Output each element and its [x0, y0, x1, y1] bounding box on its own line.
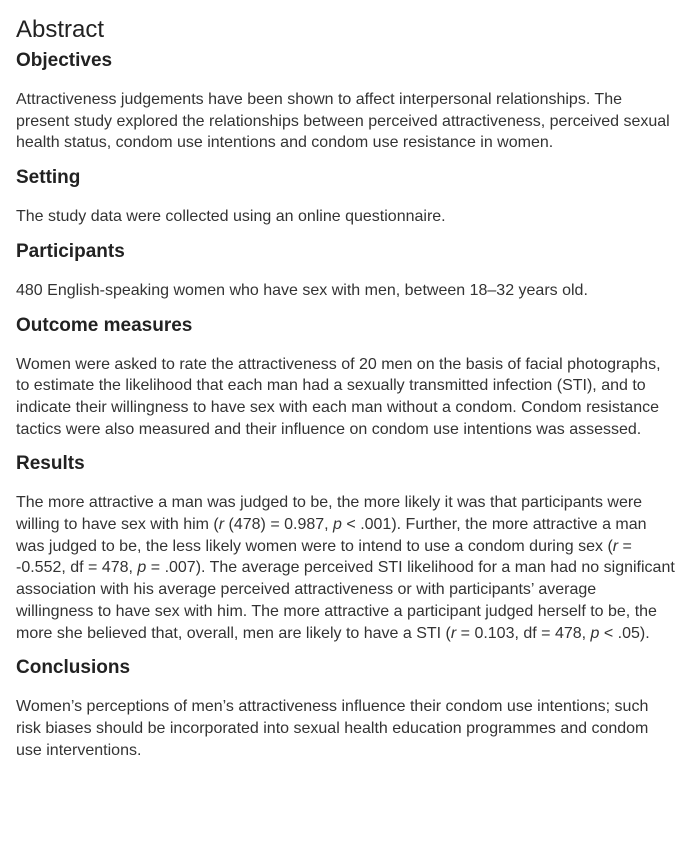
- text-run: < .001). Further, the more attractive a man was judged to be, the less likely women were to intend to use a condom during sex (: [16, 516, 647, 555]
- text-run: = 0.103, df = 478,: [456, 624, 591, 642]
- stat-symbol: p: [333, 516, 342, 534]
- section-text: 480 English-speaking women who have sex with men, between 18–32 years old.: [16, 281, 588, 299]
- stat-symbol: r: [218, 516, 225, 534]
- section-text: Women were asked to rate the attractiveness of 20 men on the basis of facial photographs, to estimate the likelihood that each man had a sexually transmitted infection (STI), and to indicate their willingness to have sex with each man without a condom. Condom resistance tactics were also measured and their influence on condom use intentions was assessed.: [16, 355, 661, 438]
- section-participants: [16, 240, 675, 302]
- text-run: < .05).: [599, 624, 650, 642]
- section-heading: Outcome measures: [16, 314, 193, 336]
- section-text: The study data were collected using an online questionnaire.: [16, 208, 446, 226]
- section-heading: Conclusions: [16, 657, 131, 679]
- text-run: = -0.552, df = 478,: [16, 537, 632, 577]
- stat-symbol: p: [590, 624, 600, 642]
- section-text: [16, 492, 675, 644]
- section-conclusions: [16, 656, 675, 761]
- stat-symbol: p: [137, 559, 147, 577]
- section-outcome-measures: [16, 314, 675, 441]
- section-heading: Objectives: [16, 50, 113, 71]
- page-title: Abstract: [16, 16, 105, 43]
- section-text: Women’s perceptions of men’s attractiveness influence their condom use intentions; such risk biases should be incorporated into sexual health education programmes and condom use interventions.: [16, 698, 649, 759]
- text-run: The more attractive a man was judged to be, the more likely it was that participants were willing to have sex with him (: [16, 494, 643, 534]
- stat-symbol: r: [450, 624, 457, 642]
- section-text: Attractiveness judgements have been shown to affect interpersonal relationships. The present study explored the relationships between perceived attractiveness, perceived sexual health status, condom use intentions and condom use resistance in women.: [16, 91, 670, 152]
- stat-symbol: r: [612, 537, 619, 555]
- section-results: [16, 452, 675, 644]
- section-objectives: [16, 49, 675, 154]
- section-heading: Results: [16, 453, 85, 475]
- section-heading: Participants: [16, 240, 125, 262]
- text-run: = .007). The average perceived STI likelihood for a man had no significant association with his average perceived attractiveness or with participants’ average willingness to have sex with him. The more attractive a participant judged herself to be, the more she believed that, overall, men are likely to have a STI (: [16, 559, 675, 642]
- text-run: (478) = 0.987,: [224, 516, 334, 534]
- section-heading: Setting: [16, 167, 81, 189]
- section-setting: [16, 166, 675, 228]
